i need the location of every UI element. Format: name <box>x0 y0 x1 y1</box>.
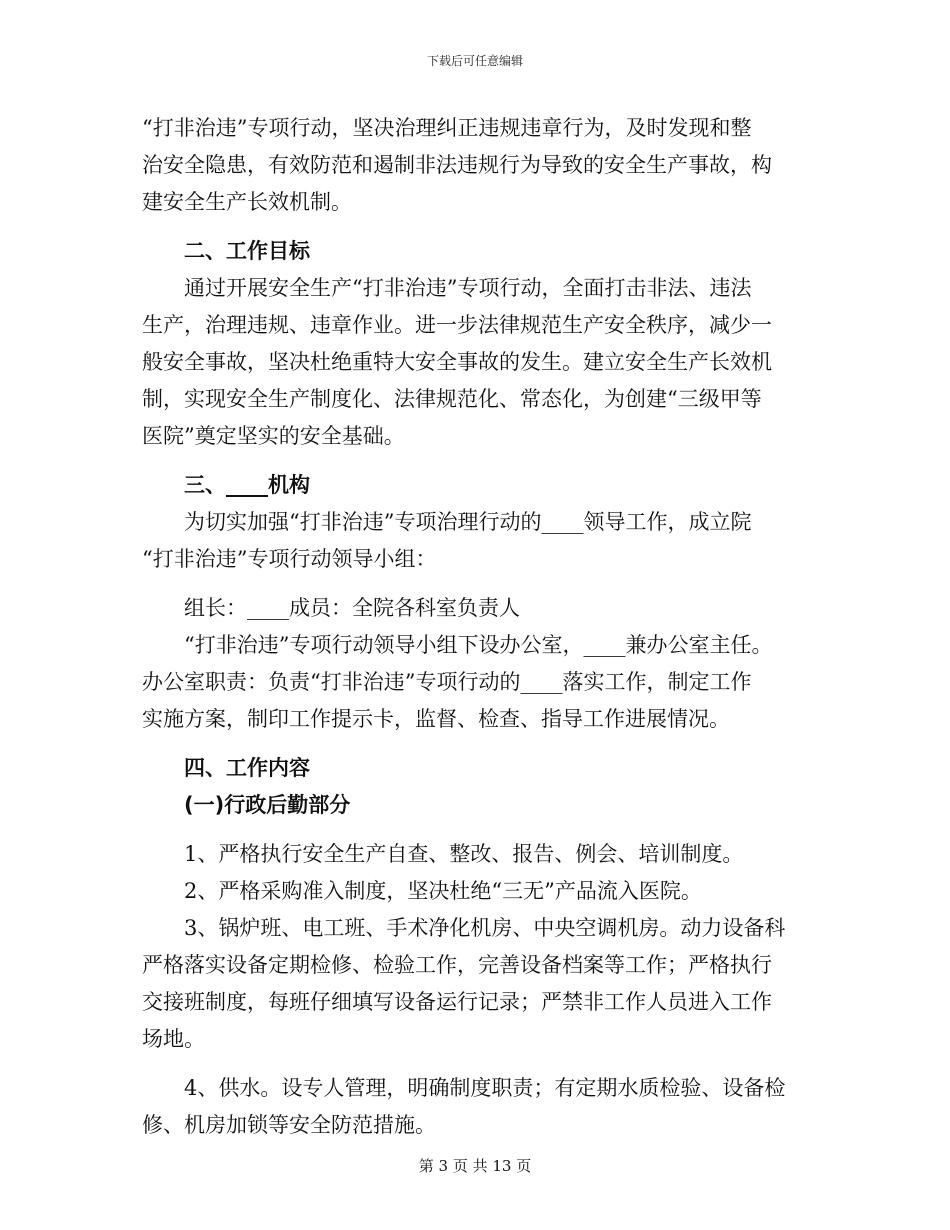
list-item: 3、锅炉班、电工班、手术净化机房、中央空调机房。动力设备科 <box>184 916 786 940</box>
section-heading-organization: 三、____机构 <box>184 473 310 497</box>
paragraph-line: 场地。 <box>142 1027 205 1051</box>
paragraph-line: 治安全隐患，有效防范和遏制非法违规行为导致的安全生产事故，构 <box>142 153 772 177</box>
paragraph-line: 生产，治理违规、违章作业。进一步法律规范生产安全秩序，减少一 <box>142 313 772 337</box>
paragraph-line: 实施方案，制印工作提示卡，监督、检查、指导工作进展情况。 <box>142 707 730 731</box>
paragraph-line: “打非治违”专项行动，坚决治理纠正违规违章行为，及时发现和整 <box>142 116 752 140</box>
document-body <box>142 110 810 1144</box>
paragraph-line: 组长：____成员：全院各科室负责人 <box>184 596 520 620</box>
paragraph-line: 建安全生产长效机制。 <box>142 190 352 214</box>
paragraph-line: 为切实加强“打非治违”专项治理行动的____领导工作，成立院 <box>184 510 752 534</box>
paragraph-line: 通过开展安全生产“打非治违”专项行动，全面打击非法、违法 <box>184 276 752 300</box>
section-heading-goals: 二、工作目标 <box>184 239 310 263</box>
paragraph-line: “打非治违”专项行动领导小组： <box>142 547 437 571</box>
paragraph-line: 制，实现安全生产制度化、法律规范化、常态化，为创建“三级甲等 <box>142 387 762 411</box>
paragraph-line: “打非治违”专项行动领导小组下设办公室，____兼办公室主任。 <box>184 633 773 657</box>
list-item: 2、严格采购准入制度，坚决杜绝“三无”产品流入医院。 <box>184 879 702 903</box>
subsection-heading-admin: (一)行政后勤部分 <box>184 793 351 817</box>
page-header: 下载后可任意编辑 <box>426 54 523 68</box>
paragraph-line: 医院”奠定坚实的安全基础。 <box>142 424 405 448</box>
paragraph-line: 交接班制度，每班仔细填写设备运行记录；严禁非工作人员进入工作 <box>142 990 772 1014</box>
paragraph-line: 修、机房加锁等安全防范措施。 <box>142 1113 436 1137</box>
page-number: 第 3 页 共 13 页 <box>418 1157 532 1175</box>
paragraph-line: 严格落实设备定期检修、检验工作，完善设备档案等工作；严格执行 <box>142 953 772 977</box>
list-item: 1、严格执行安全生产自查、整改、报告、例会、培训制度。 <box>184 842 744 866</box>
list-item: 4、供水。设专人管理，明确制度职责；有定期水质检验、设备检 <box>184 1076 786 1100</box>
paragraph-line: 般安全事故，坚决杜绝重特大安全事故的发生。建立安全生产长效机 <box>142 350 772 374</box>
paragraph-line: 办公室职责：负责“打非治违”专项行动的____落实工作，制定工作 <box>142 670 752 694</box>
section-heading-work-content: 四、工作内容 <box>184 756 310 780</box>
